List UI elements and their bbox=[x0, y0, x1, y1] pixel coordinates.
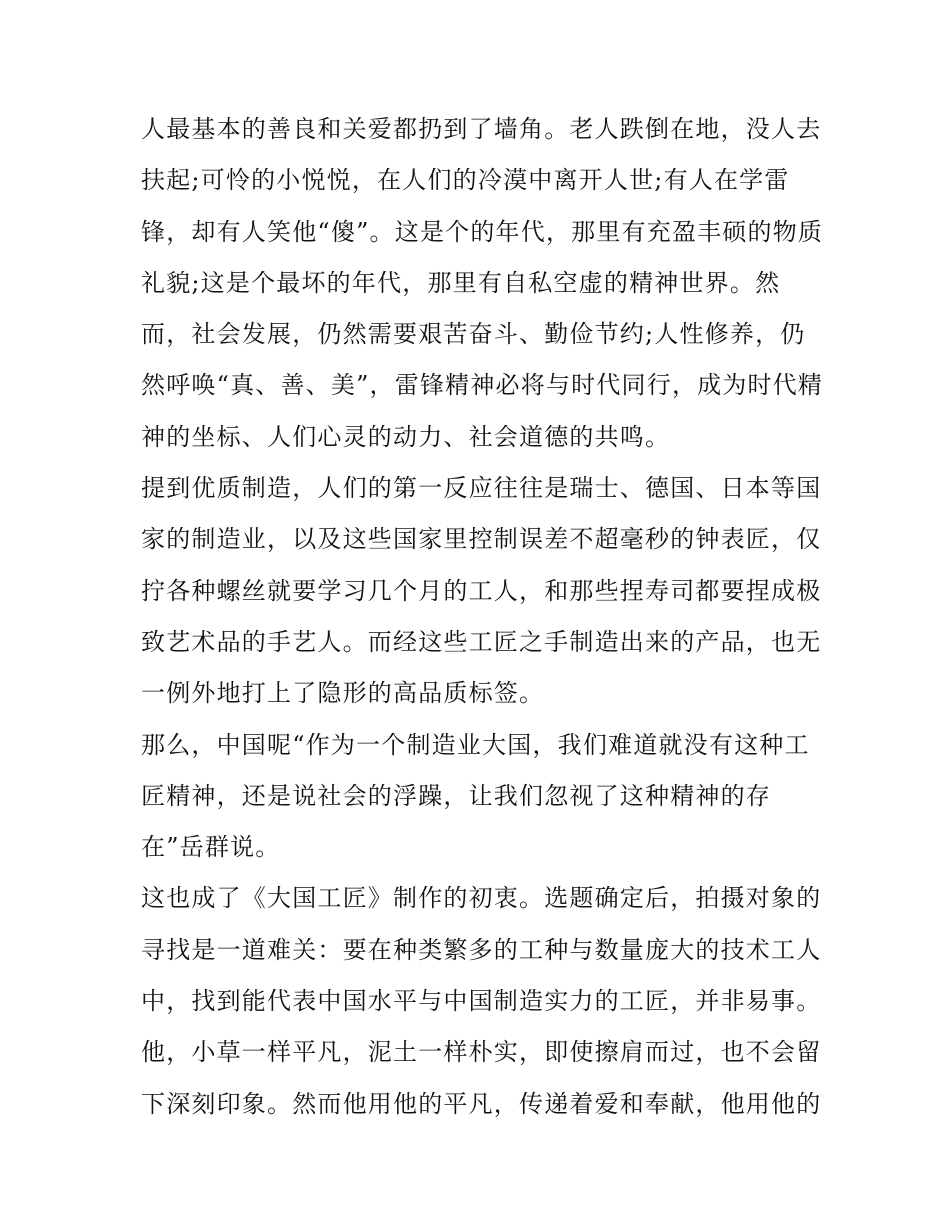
text-line: 匠精神，还是说社会的浮躁，让我们忽视了这种精神的存 bbox=[141, 781, 771, 810]
text-line: 他，小草一样平凡，泥土一样朴实，即使擦肩而过，也不会留 bbox=[141, 1038, 822, 1067]
body-text bbox=[141, 104, 824, 1130]
text-line: 扶起;可怜的小悦悦，在人们的冷漠中离开人世;有人在学雷 bbox=[141, 166, 790, 195]
text-line: 中，找到能代表中国水平与中国制造实力的工匠，并非易事。 bbox=[141, 987, 822, 1016]
text-line: 锋，却有人笑他“傻”。这是个的年代，那里有充盈丰硕的物质 bbox=[141, 217, 824, 246]
text-line: 一例外地打上了隐形的高品质标签。 bbox=[141, 679, 545, 708]
text-line: 在”岳群说。 bbox=[141, 833, 281, 862]
text-line: 拧各种螺丝就要学习几个月的工人，和那些捏寿司都要捏成极 bbox=[141, 576, 822, 605]
text-line: 这也成了《大国工匠》制作的初衷。选题确定后，拍摄对象的 bbox=[141, 884, 822, 913]
text-line: 那么，中国呢“作为一个制造业大国，我们难道就没有这种工 bbox=[141, 730, 810, 759]
text-line: 然呼唤“真、善、美”，雷锋精神必将与时代同行，成为时代精 bbox=[141, 371, 824, 400]
text-line: 致艺术品的手艺人。而经这些工匠之手制造出来的产品，也无 bbox=[141, 627, 822, 656]
text-line: 人最基本的善良和关爱都扔到了墙角。老人跌倒在地，没人去 bbox=[141, 115, 822, 143]
text-line: 神的坐标、人们心灵的动力、社会道德的共鸣。 bbox=[141, 422, 671, 451]
text-line: 家的制造业，以及这些国家里控制误差不超毫秒的钟表匠，仅 bbox=[141, 525, 822, 554]
text-line: 下深刻印象。然而他用他的平凡，传递着爱和奉献，他用他的 bbox=[141, 1089, 822, 1118]
text-line: 而，社会发展，仍然需要艰苦奋斗、勤俭节约;人性修养，仍 bbox=[141, 320, 806, 349]
text-line: 礼貌;这是个最坏的年代，那里有自私空虚的精神世界。然 bbox=[141, 268, 781, 297]
text-line: 提到优质制造，人们的第一反应往往是瑞士、德国、日本等国 bbox=[141, 474, 822, 503]
text-line: 寻找是一道难关：要在种类繁多的工种与数量庞大的技术工人 bbox=[141, 935, 822, 964]
